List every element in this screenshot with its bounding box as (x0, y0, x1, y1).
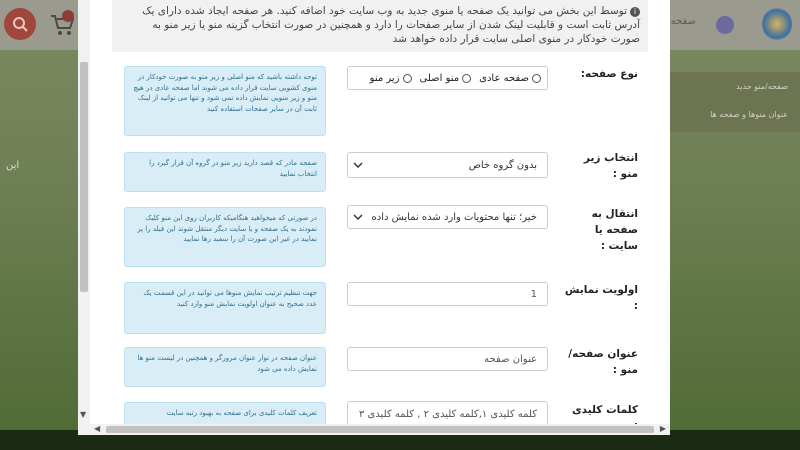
page-type-label: نوع صفحه: (580, 68, 638, 80)
sidebar-item-new-page[interactable]: صفحه/منو جدید (736, 82, 788, 91)
radio-button[interactable] (462, 74, 471, 83)
background-sidebar (670, 72, 800, 132)
radio-button[interactable] (532, 74, 541, 83)
redirect-select[interactable] (347, 205, 548, 229)
redirect-selected-value: خیر؛ تنها محتویات وارد شده نمایش داده (371, 211, 537, 223)
sidebar-item-titles[interactable]: عنوان منوها و صفحه ها (710, 110, 788, 119)
info-icon: i (630, 7, 640, 17)
radio-main-menu[interactable] (420, 73, 472, 84)
radio-label: صفحه عادی (479, 72, 529, 84)
title-help: عنوان صفحه در نوار عنوان مرورگر و همچنین در لیست منو ها نمایش داده می شود (124, 347, 326, 387)
redirect-label: انتقال به صفحه یا سایت : (591, 208, 638, 252)
submenu-label: انتخاب زیر منو : (583, 152, 638, 180)
scrollbar-thumb[interactable] (80, 62, 88, 292)
nav-link[interactable]: صفحه (670, 16, 696, 27)
keywords-help: تعریف کلمات کلیدی برای صفحه به بهبود رتبه سایت (124, 402, 326, 432)
title-input[interactable]: عنوان صفحه (347, 347, 548, 371)
keywords-label: کلمات کلیدی (572, 404, 638, 416)
radio-button[interactable] (403, 74, 412, 83)
page-type-help: توجه داشته باشید که منو اصلی و زیر منو به صورت خودکار در منوی کشویی سایت قرار داده می شوند اما صفحه عادی در هیچ منو و زیر منویی نمایش داده نمی شود و تنها می توانید از لینک ثابت آن در سایر صفحات استفاده کنید (124, 66, 326, 136)
title-label: عنوان صفحه/ منو : (568, 348, 638, 376)
scroll-right-arrow-icon[interactable]: ▶ (659, 424, 666, 433)
radio-normal-page[interactable] (479, 73, 541, 84)
scroll-down-arrow-icon[interactable]: ▼ (80, 410, 87, 419)
submenu-selected-value: بدون گروه خاص (468, 159, 537, 171)
keywords-input[interactable]: کلمه کلیدی ۱,کلمه کلیدی ۲ , کلمه کلیدی ۳ (347, 401, 548, 427)
radio-submenu[interactable] (370, 73, 412, 84)
background-text: این (6, 160, 20, 171)
horizontal-scrollbar[interactable] (90, 424, 670, 435)
vertical-scrollbar[interactable] (78, 0, 90, 435)
chevron-down-icon (353, 160, 363, 170)
radio-label: منو اصلی (419, 72, 460, 84)
cart-badge (62, 10, 74, 22)
search-button[interactable] (4, 8, 36, 40)
submenu-select[interactable] (347, 152, 548, 178)
priority-help: جهت تنظیم ترتیب نمایش منوها می توانید در این قسمت یک عدد صحیح به عنوان اولویت نمایش منو وارد کنید (124, 282, 326, 334)
site-logo[interactable] (762, 6, 792, 42)
priority-label: اولویت نمایش : (564, 284, 638, 312)
priority-input[interactable]: 1 (347, 282, 548, 306)
submenu-help: صفحه مادر که قصد دارید زیر منو در گروه آن قرار گیرد را انتخاب نمایید (124, 152, 326, 192)
menu-icon[interactable] (716, 16, 734, 34)
intro-notice (112, 0, 648, 52)
search-icon (12, 16, 28, 32)
radio-label: زیر منو (369, 72, 400, 84)
redirect-help: در صورتی که میخواهید هنگامیکه کاربران روی این منو کلیک نمودند به یک صفحه و یا سایت دیگر منتقل شوند این فیلد را پر نمایید در غیر این صورت آن را سفید رها نمایید (124, 207, 326, 267)
page-type-radio-group (347, 66, 548, 90)
intro-text: توسط این بخش می توانید یک صفحه یا منوی جدید به وب سایت خود اضافه کنید. هر صفحه ایجاد شده دارای یک آدرس ثابت است و قابلیت لینک شدن از سایر صفحات را دارد و همچنین در صورت انتخاب گزینه منو یا زیر منو به صورت خودکار در منوی اصلی سایت قرار داده خواهد شد (142, 5, 640, 45)
scroll-left-arrow-icon[interactable]: ◀ (94, 424, 101, 433)
chevron-down-icon (353, 212, 363, 222)
scrollbar-thumb[interactable] (106, 426, 654, 433)
